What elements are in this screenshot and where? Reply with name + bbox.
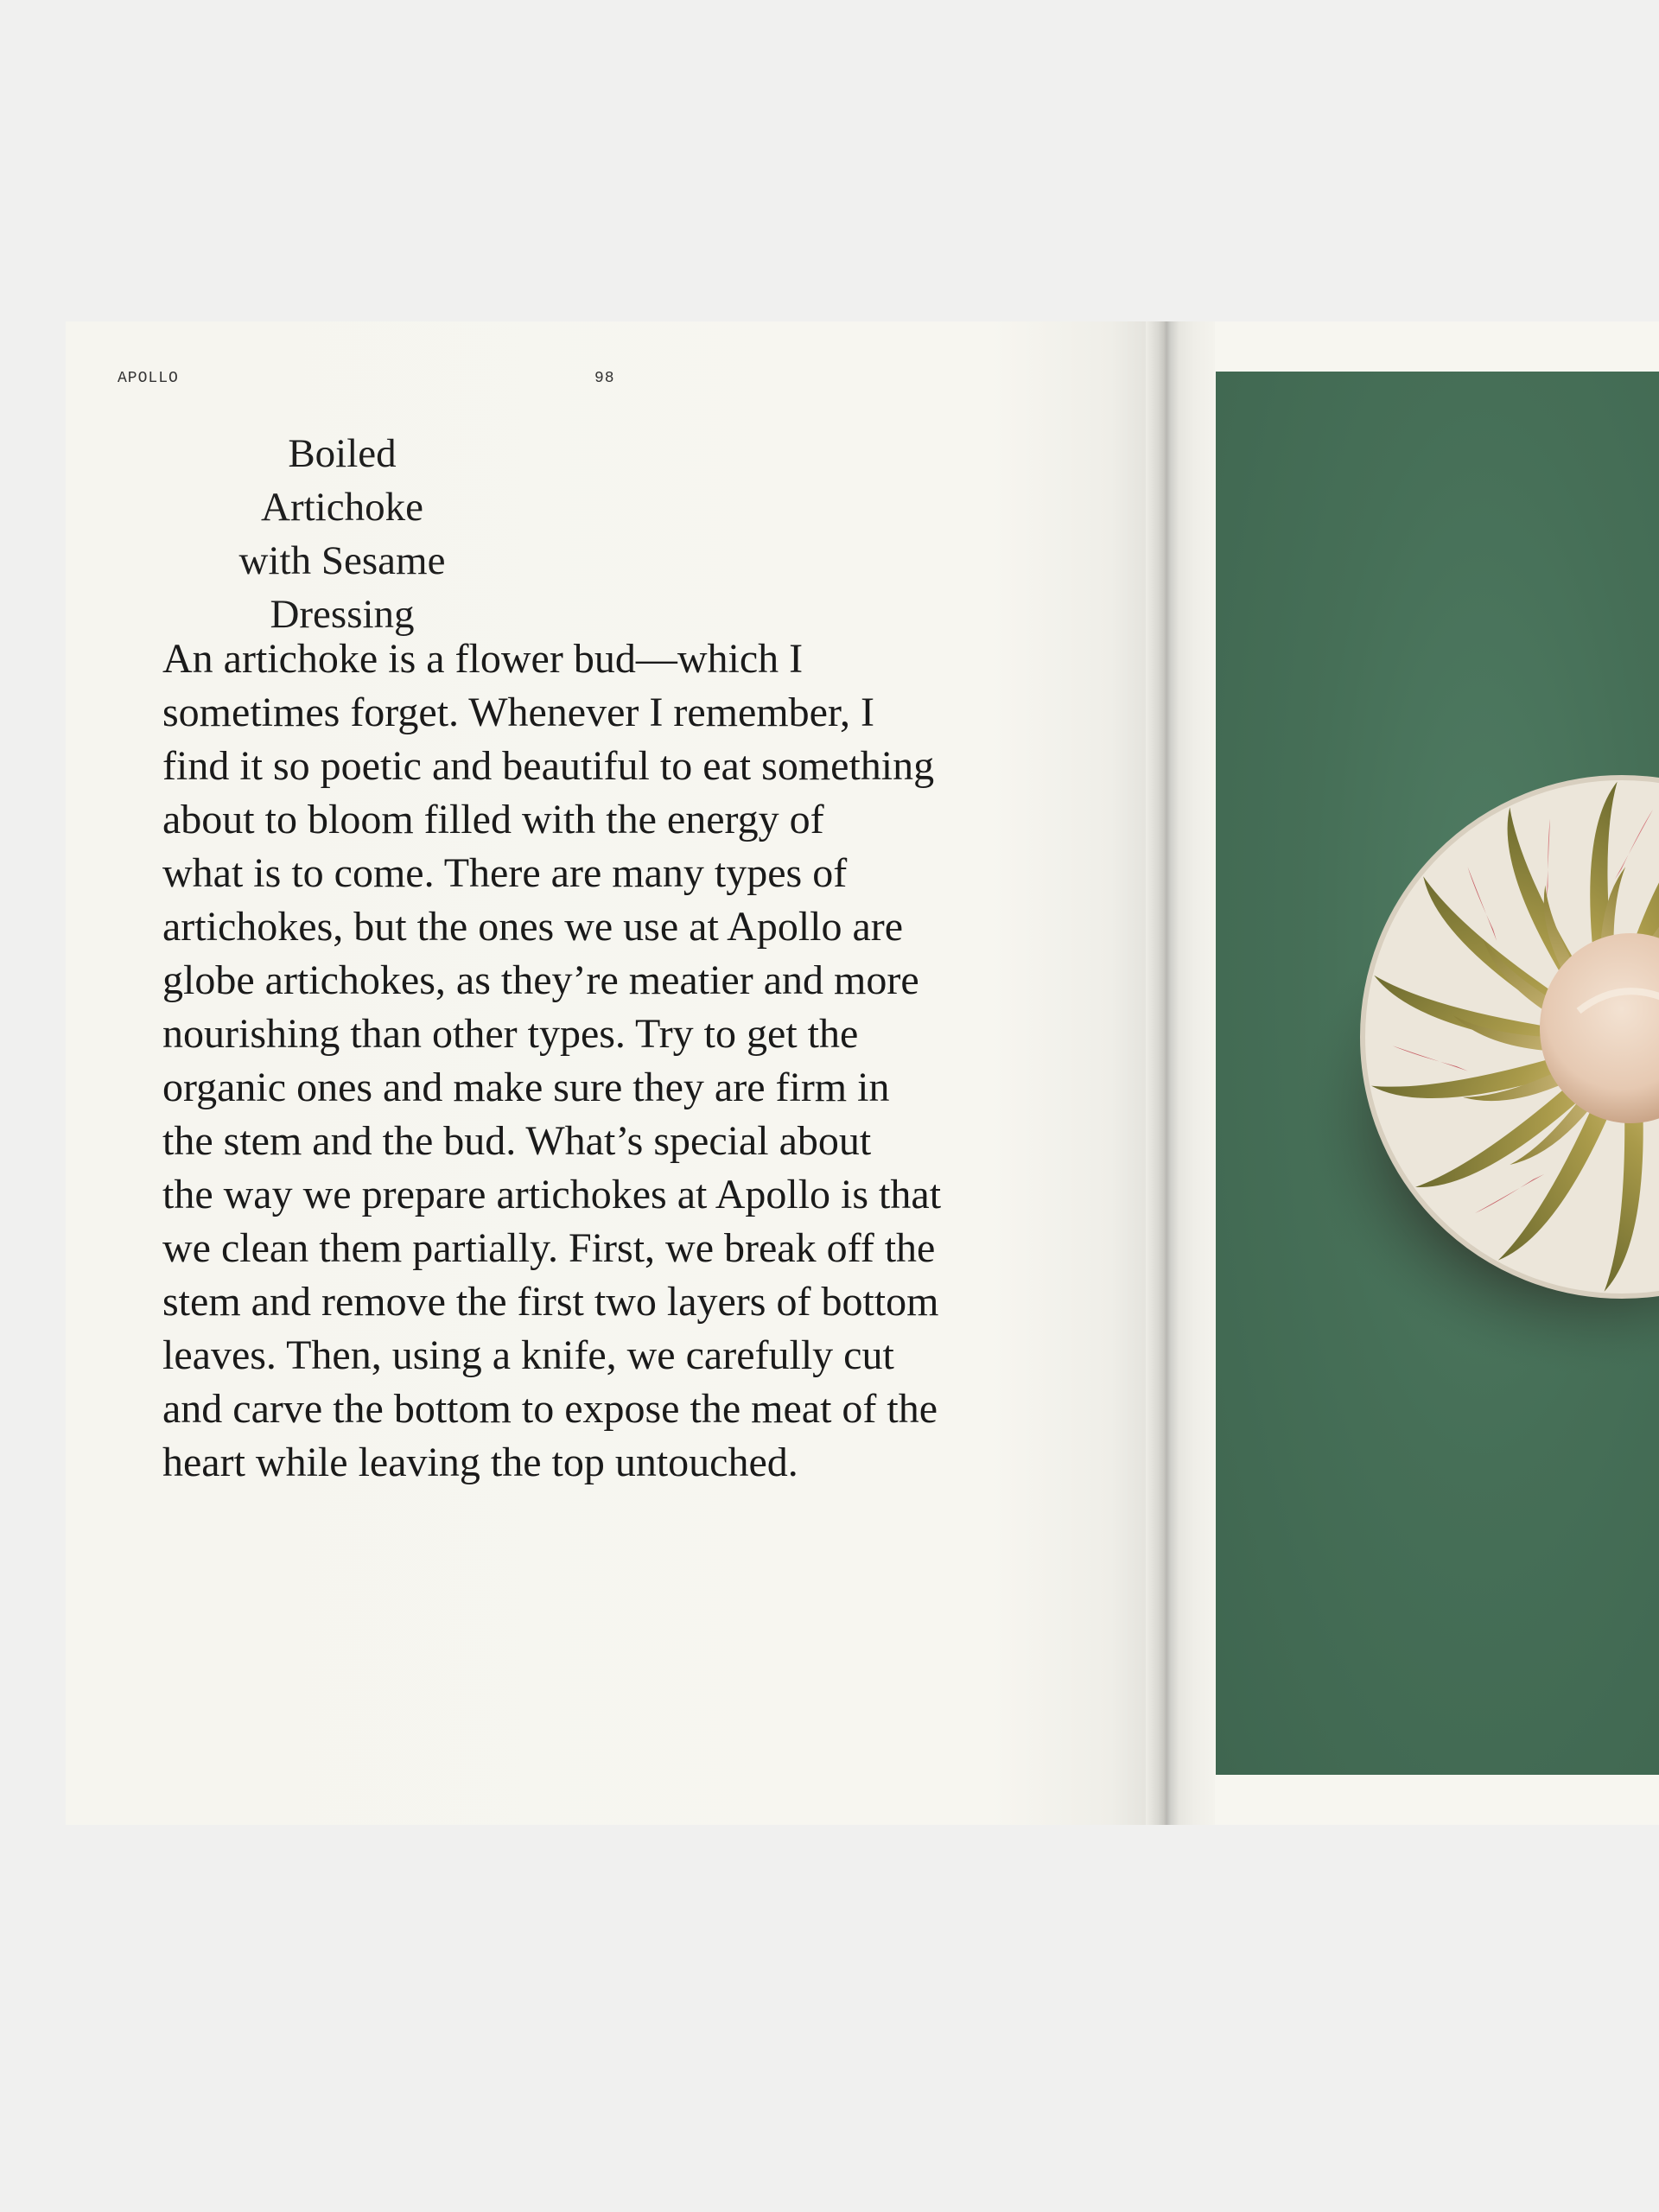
intro-line: An artichoke is a flower bud—which I [162,636,804,682]
left-page [66,321,1154,1825]
recipe-title-line: Dressing [270,592,415,637]
recipe-title-line: Boiled Artichoke [261,431,423,530]
intro-line: artichokes, but the ones we use at Apollo are [162,904,904,950]
recipe-title [204,427,480,641]
intro-line: organic ones and make sure they are firm in [162,1065,890,1110]
intro-line: what is to come. There are many types of [162,850,848,896]
book-gutter [1146,321,1215,1825]
intro-line: the way we prepare artichokes at Apollo is that [162,1172,942,1217]
recipe-intro [162,632,1052,1490]
artichoke-illustration [1216,372,1659,1775]
intro-line: heart while leaving the top untouched. [162,1440,798,1485]
page-number: 98 [594,370,615,387]
intro-line: nourishing than other types. Try to get the [162,1011,859,1057]
recipe-title-line: with Sesame [238,538,446,583]
artichoke-photo [1216,372,1659,1775]
intro-line: stem and remove the first two layers of bottom [162,1279,939,1325]
intro-line: we clean them partially. First, we break off the [162,1225,936,1271]
intro-line: sometimes forget. Whenever I remember, I [162,690,874,735]
intro-line: globe artichokes, as they’re meatier and more [162,957,919,1003]
intro-line: find it so poetic and beautiful to eat something [162,743,935,789]
intro-line: leaves. Then, using a knife, we carefully cut [162,1332,894,1378]
intro-line: the stem and the bud. What’s special about [162,1118,872,1164]
intro-line: about to bloom filled with the energy of [162,797,824,842]
intro-line: and carve the bottom to expose the meat of the [162,1386,938,1432]
running-head: APOLLO [118,370,179,387]
